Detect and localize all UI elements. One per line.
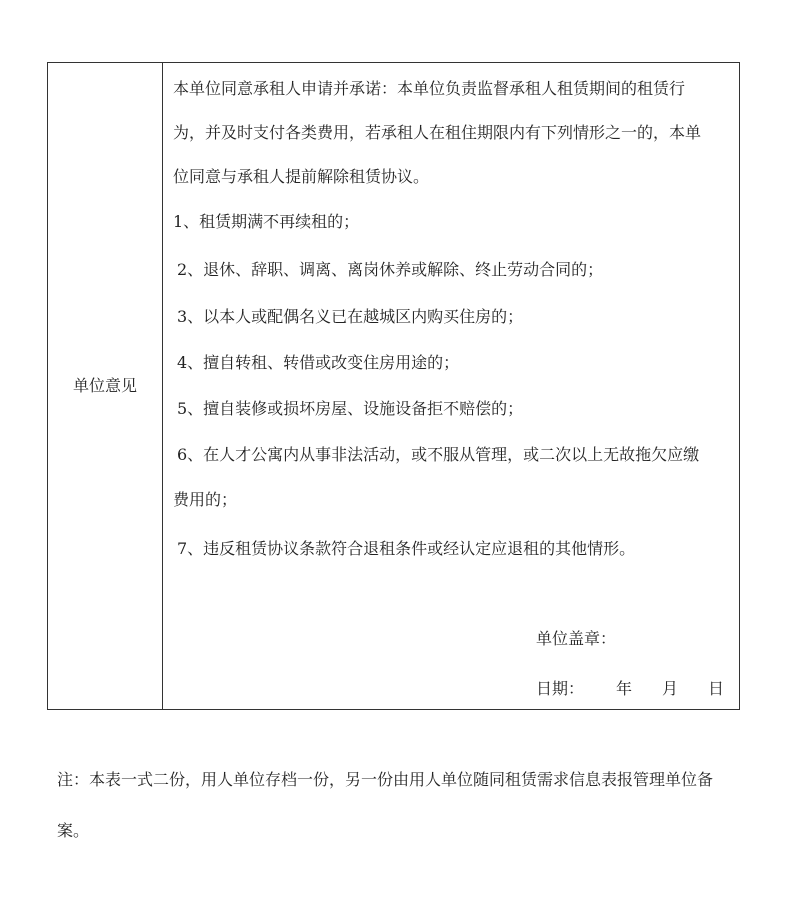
date-year: 年	[616, 679, 633, 698]
date-day: 日	[708, 679, 725, 698]
date-row	[536, 679, 724, 699]
condition-item-3: 3、以本人或配偶名义已在越城区内购买住房的；	[177, 307, 524, 326]
intro-line-1: 本单位同意承租人申请并承诺：本单位负责监督承租人租赁期间的租赁行	[173, 79, 686, 98]
condition-item-6: 6、在人才公寓内从事非法活动，或不服从管理，或二次以上无故拖欠应缴	[177, 445, 700, 464]
label-cell	[48, 63, 163, 709]
condition-item-7: 7、违反租赁协议条款符合退租条件或经认定应退租的其他情形。	[177, 539, 636, 558]
unit-stamp-label: 单位盖章：	[536, 629, 617, 648]
condition-item-1: 1、租赁期满不再续租的；	[173, 212, 360, 231]
date-label: 日期：	[536, 679, 585, 698]
condition-item-2: 2、退休、辞职、调离、离岗休养或解除、终止劳动合同的；	[177, 260, 604, 279]
opinion-table	[47, 62, 740, 710]
unit-opinion-label: 单位意见	[72, 376, 137, 395]
condition-item-4: 4、擅自转租、转借或改变住房用途的；	[177, 353, 460, 372]
opinion-content-cell	[163, 63, 739, 709]
intro-line-2: 为，并及时支付各类费用，若承租人在租住期限内有下列情形之一的，本单	[173, 123, 702, 142]
condition-item-5: 5、擅自装修或损坏房屋、设施设备拒不赔偿的；	[177, 399, 524, 418]
note-line-1: 注：本表一式二份，用人单位存档一份，另一份由用人单位随同租赁需求信息表报管理单位备	[57, 770, 714, 789]
date-month: 月	[662, 679, 679, 698]
condition-item-6-continued: 费用的；	[173, 490, 238, 509]
intro-line-3: 位同意与承租人提前解除租赁协议。	[173, 167, 430, 186]
note-line-2: 案。	[57, 821, 90, 840]
